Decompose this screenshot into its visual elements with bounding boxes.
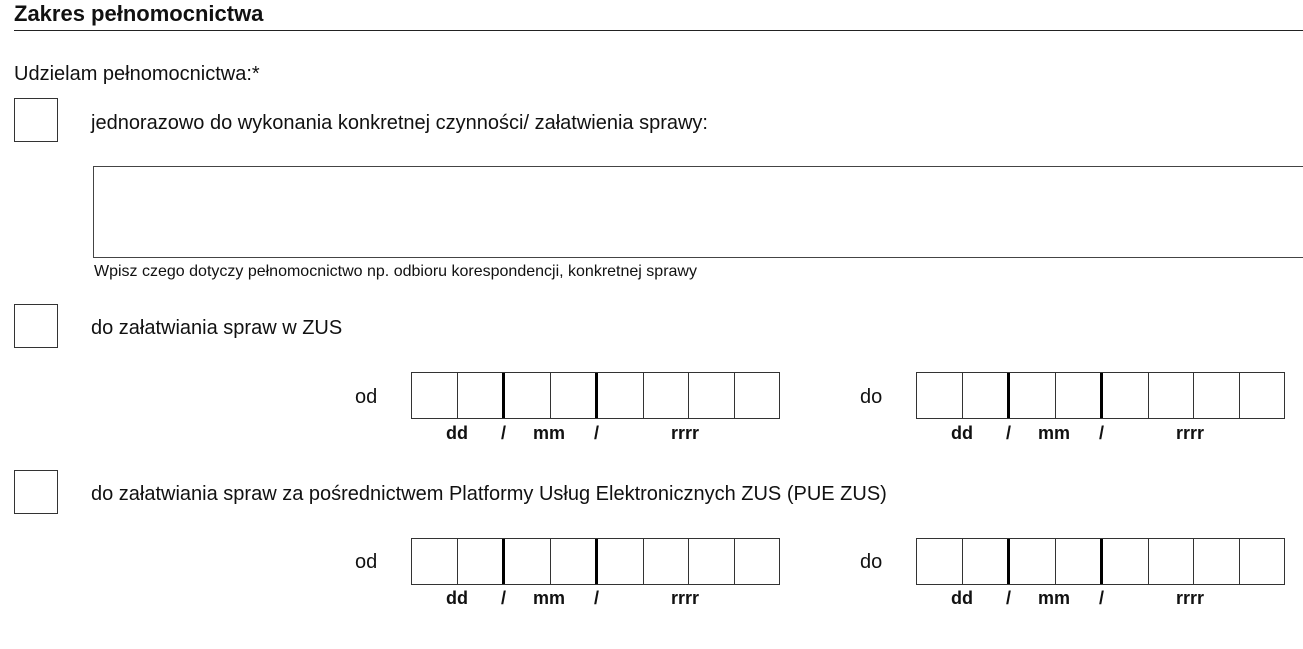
- date-digit-cell[interactable]: [550, 539, 596, 584]
- date-digit-cell[interactable]: [1007, 373, 1055, 418]
- date-digit-cell[interactable]: [643, 373, 689, 418]
- format-separator: /: [1006, 423, 1012, 443]
- format-year: rrrr: [1176, 588, 1205, 608]
- format-year: rrrr: [1176, 423, 1205, 443]
- zus-to-date-field[interactable]: [916, 372, 1285, 419]
- date-digit-cell[interactable]: [688, 539, 734, 584]
- checkbox-zus-matters[interactable]: [14, 304, 58, 348]
- format-year: rrrr: [671, 423, 700, 443]
- format-separator: /: [501, 423, 507, 443]
- format-separator: /: [594, 588, 600, 608]
- date-digit-cell[interactable]: [1239, 539, 1285, 584]
- format-separator: /: [501, 588, 507, 608]
- format-separator: /: [1099, 423, 1105, 443]
- date-digit-cell[interactable]: [917, 539, 962, 584]
- format-separator: /: [1006, 588, 1012, 608]
- date-digit-cell[interactable]: [1055, 373, 1101, 418]
- option-one-time-label: jednorazowo do wykonania konkretnej czynności/ załatwienia sprawy:: [91, 112, 708, 134]
- pue-from-label: od: [355, 551, 378, 573]
- format-separator: /: [1099, 588, 1105, 608]
- date-digit-cell[interactable]: [688, 373, 734, 418]
- date-digit-cell[interactable]: [1193, 373, 1239, 418]
- date-digit-cell[interactable]: [412, 373, 457, 418]
- format-separator: /: [594, 423, 600, 443]
- one-time-description-field[interactable]: [93, 166, 1303, 258]
- date-digit-cell[interactable]: [1239, 373, 1285, 418]
- date-digit-cell[interactable]: [643, 539, 689, 584]
- format-day: dd: [951, 588, 973, 608]
- intro-label: Udzielam pełnomocnictwa:*: [14, 63, 260, 85]
- pue-to-label: do: [860, 551, 883, 573]
- date-digit-cell[interactable]: [457, 373, 503, 418]
- date-digit-cell[interactable]: [962, 373, 1008, 418]
- format-month: mm: [533, 588, 566, 608]
- date-digit-cell[interactable]: [1007, 539, 1055, 584]
- format-day: dd: [446, 588, 468, 608]
- date-digit-cell[interactable]: [734, 373, 780, 418]
- format-day: dd: [446, 423, 468, 443]
- date-digit-cell[interactable]: [1100, 373, 1148, 418]
- date-digit-cell[interactable]: [457, 539, 503, 584]
- date-digit-cell[interactable]: [1148, 373, 1194, 418]
- format-year: rrrr: [671, 588, 700, 608]
- date-digit-cell[interactable]: [734, 539, 780, 584]
- title-underline: [14, 30, 1303, 31]
- date-digit-cell[interactable]: [917, 373, 962, 418]
- pue-to-date-field[interactable]: [916, 538, 1285, 585]
- zus-to-label: do: [860, 386, 883, 408]
- format-month: mm: [533, 423, 566, 443]
- checkbox-one-time[interactable]: [14, 98, 58, 142]
- date-digit-cell[interactable]: [1148, 539, 1194, 584]
- date-digit-cell[interactable]: [595, 539, 643, 584]
- zus-from-label: od: [355, 386, 378, 408]
- format-month: mm: [1038, 423, 1071, 443]
- date-digit-cell[interactable]: [502, 373, 550, 418]
- date-digit-cell[interactable]: [502, 539, 550, 584]
- section-title: Zakres pełnomocnictwa: [14, 1, 264, 26]
- date-digit-cell[interactable]: [1055, 539, 1101, 584]
- format-month: mm: [1038, 588, 1071, 608]
- date-digit-cell[interactable]: [595, 373, 643, 418]
- date-digit-cell[interactable]: [962, 539, 1008, 584]
- date-digit-cell[interactable]: [1100, 539, 1148, 584]
- date-digit-cell[interactable]: [412, 539, 457, 584]
- option-pue-zus-label: do załatwiania spraw za pośrednictwem Platformy Usług Elektronicznych ZUS (PUE ZUS): [91, 483, 887, 505]
- option-zus-matters-label: do załatwiania spraw w ZUS: [91, 317, 343, 339]
- date-digit-cell[interactable]: [550, 373, 596, 418]
- one-time-hint: Wpisz czego dotyczy pełnomocnictwo np. odbioru korespondencji, konkretnej sprawy: [94, 263, 697, 280]
- format-day: dd: [951, 423, 973, 443]
- checkbox-pue-zus[interactable]: [14, 470, 58, 514]
- date-digit-cell[interactable]: [1193, 539, 1239, 584]
- zus-from-date-field[interactable]: [411, 372, 780, 419]
- pue-from-date-field[interactable]: [411, 538, 780, 585]
